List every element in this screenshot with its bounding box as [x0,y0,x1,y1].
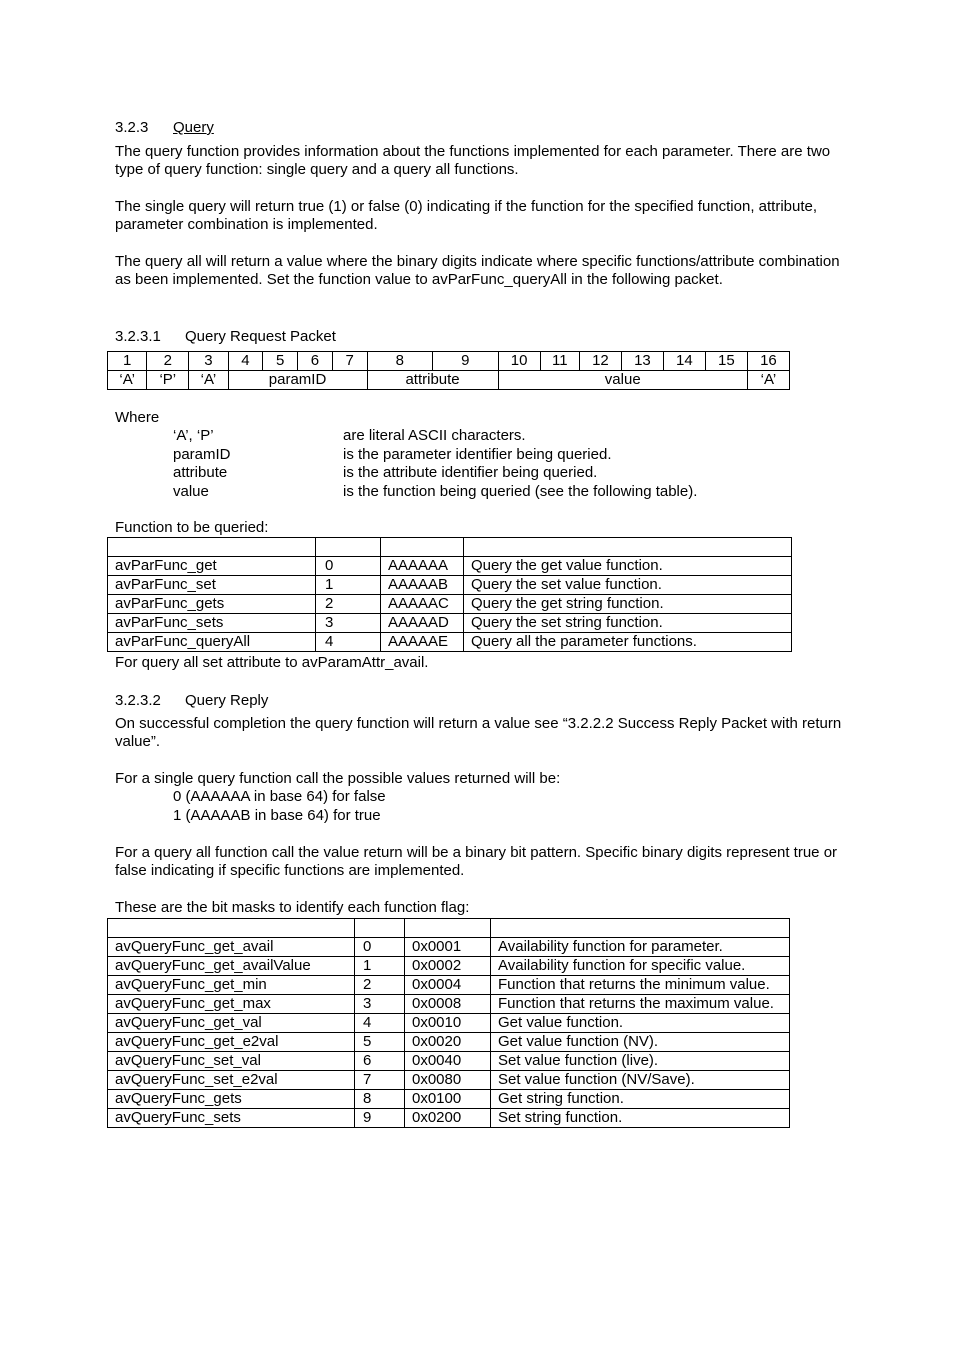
table-cell: avQueryFunc_get_max [108,995,355,1014]
table-cell: avQueryFunc_set_e2val [108,1071,355,1090]
function-row [108,595,792,614]
bit-mask-row [108,1014,790,1033]
reply-paragraph-1: On successful completion the query function will return a value see “3.2.2.2 Success Reply Packet with return value”. [115,715,842,750]
field-cell: attribute [367,371,498,390]
bit-mask-row [108,995,790,1014]
function-row [108,633,792,652]
section-title: Query [173,119,214,136]
where-term: ‘A’, ‘P’ [173,427,214,444]
table-cell: 9 [355,1109,405,1128]
table-cell: 0x0008 [405,995,491,1014]
table-cell: avParFunc_queryAll [108,633,316,652]
subsection-heading-reply [115,692,268,710]
table-cell: Availability function for parameter. [491,938,790,957]
mask-table-caption: These are the bit masks to identify each function flag: [115,899,470,916]
reply-paragraph-2: For a single query function call the possible values returned will be: [115,770,561,787]
table-cell: 0x0001 [405,938,491,957]
where-item [173,427,773,445]
field-cell: ‘A’ [747,371,789,390]
table-header-cell [108,538,316,557]
function-table-caption: Function to be queried: [115,519,269,536]
bit-mask-row [108,1109,790,1128]
byte-number-cell: 9 [433,352,499,371]
table-cell: avQueryFunc_get_e2val [108,1033,355,1052]
reply-value-true: 1 (AAAAAB in base 64) for true [173,807,381,824]
table-cell: avParFunc_get [108,557,316,576]
table-cell: Set value function (live). [491,1052,790,1071]
byte-number-row [108,352,790,371]
byte-number-cell: 4 [228,352,263,371]
table-cell: 0x0002 [405,957,491,976]
section-paragraph-3: The query all will return a value where the binary digits indicate where specific functions/attribute combination as been implemented. Set the function value to avParFunc_queryAll in the following packet. [115,253,840,288]
table-cell: 4 [316,633,381,652]
table-cell: 3 [316,614,381,633]
subsection-title: Query Reply [185,692,269,709]
table-cell: Query the get value function. [464,557,792,576]
table-header-row [108,919,790,938]
table-cell: avQueryFunc_get_min [108,976,355,995]
bit-mask-table [107,918,790,1128]
table-cell: 1 [316,576,381,595]
byte-number-cell: 10 [498,352,540,371]
table-cell: 6 [355,1052,405,1071]
bit-mask-row [108,957,790,976]
table-header-cell [355,919,405,938]
table-cell: 8 [355,1090,405,1109]
table-cell: AAAAAC [381,595,464,614]
table-cell: Get value function. [491,1014,790,1033]
where-description: are literal ASCII characters. [343,427,526,444]
table-cell: avParFunc_gets [108,595,316,614]
table-header-cell [464,538,792,557]
table-cell: Get value function (NV). [491,1033,790,1052]
table-cell: 0x0040 [405,1052,491,1071]
table-cell: AAAAAB [381,576,464,595]
where-description: is the parameter identifier being queried. [343,445,612,463]
table-cell: 7 [355,1071,405,1090]
byte-number-cell: 3 [189,352,228,371]
subsection-title: Query Request Packet [185,328,336,345]
section-paragraph-2: The single query will return true (1) or false (0) indicating if the function for the specified function, attribute, parameter combination is implemented. [115,198,818,233]
where-term: attribute [173,464,228,481]
reply-paragraph-3: For a query all function call the value return will be a binary bit pattern. Specific binary digits represent true or false indicating if specific functions are implemented. [115,844,838,879]
table-cell: 0x0004 [405,976,491,995]
table-cell: avQueryFunc_set_val [108,1052,355,1071]
bit-mask-row [108,1090,790,1109]
table-cell: Set value function (NV/Save). [491,1071,790,1090]
byte-number-cell: 16 [747,352,789,371]
section-number: 3.2.3 [115,119,149,136]
table-header-cell [381,538,464,557]
byte-number-cell: 8 [367,352,433,371]
table-cell: Query the set string function. [464,614,792,633]
table-cell: AAAAAA [381,557,464,576]
subsection-number: 3.2.3.2 [115,692,161,709]
where-item [173,446,773,464]
bit-mask-row [108,938,790,957]
table-cell: Query the get string function. [464,595,792,614]
subsection-heading-request [115,328,336,346]
subsection-number: 3.2.3.1 [115,328,161,345]
byte-number-cell: 2 [147,352,189,371]
byte-number-cell: 1 [108,352,147,371]
table-cell: 0x0200 [405,1109,491,1128]
table-cell: 0x0020 [405,1033,491,1052]
table-cell: 0x0100 [405,1090,491,1109]
byte-number-cell: 11 [540,352,579,371]
table-cell: Set string function. [491,1109,790,1128]
where-term: paramID [173,445,231,463]
function-table [107,537,792,652]
field-cell: value [498,371,747,390]
table-cell: 5 [355,1033,405,1052]
table-header-cell [491,919,790,938]
where-term: value [173,482,209,500]
table-cell: Query the set value function. [464,576,792,595]
table-cell: avParFunc_sets [108,614,316,633]
bit-mask-row [108,976,790,995]
section-paragraph-1: The query function provides information about the functions implemented for each parameter. There are two type of query function: single query and a query all functions. [115,143,831,178]
table-cell: 2 [316,595,381,614]
table-cell: Availability function for specific value. [491,957,790,976]
request-packet-table [107,351,790,390]
function-row [108,557,792,576]
byte-number-cell: 6 [298,352,333,371]
function-row [108,614,792,633]
section-heading [115,119,214,137]
field-cell: paramID [228,371,367,390]
byte-number-cell: 5 [263,352,298,371]
where-description: is the function being queried (see the following table). [343,482,698,500]
table-header-row [108,538,792,557]
function-row [108,576,792,595]
table-cell: 0x0010 [405,1014,491,1033]
byte-number-cell: 14 [663,352,705,371]
reply-value-false: 0 (AAAAAA in base 64) for false [173,788,386,805]
table-cell: 0 [316,557,381,576]
table-cell: avQueryFunc_get_avail [108,938,355,957]
table-cell: Query all the parameter functions. [464,633,792,652]
table-cell: avParFunc_set [108,576,316,595]
table-cell: 1 [355,957,405,976]
bit-mask-row [108,1033,790,1052]
table-header-cell [316,538,381,557]
table-cell: AAAAAE [381,633,464,652]
table-cell: avQueryFunc_get_availValue [108,957,355,976]
table-cell: Function that returns the maximum value. [491,995,790,1014]
table-cell: avQueryFunc_sets [108,1109,355,1128]
table-cell: 0 [355,938,405,957]
bit-mask-row [108,1071,790,1090]
byte-number-cell: 12 [579,352,621,371]
table-cell: AAAAAD [381,614,464,633]
byte-number-cell: 15 [705,352,747,371]
table-cell: 2 [355,976,405,995]
table-cell: avQueryFunc_get_val [108,1014,355,1033]
bit-mask-row [108,1052,790,1071]
byte-number-cell: 7 [332,352,367,371]
table-cell: Get string function. [491,1090,790,1109]
field-cell: ‘A’ [108,371,147,390]
table-cell: 0x0080 [405,1071,491,1090]
byte-number-cell: 13 [621,352,663,371]
field-row [108,371,790,390]
where-item [173,483,773,501]
table-cell: avQueryFunc_gets [108,1090,355,1109]
where-label: Where [115,409,160,426]
table-header-cell [108,919,355,938]
field-cell: ‘A’ [189,371,228,390]
where-description: is the attribute identifier being queried. [343,464,598,481]
table-cell: Function that returns the minimum value. [491,976,790,995]
field-cell: ‘P’ [147,371,189,390]
where-item [173,464,773,482]
table-cell: 3 [355,995,405,1014]
function-table-note: For query all set attribute to avParamAttr_avail. [115,654,429,671]
table-header-cell [405,919,491,938]
table-cell: 4 [355,1014,405,1033]
